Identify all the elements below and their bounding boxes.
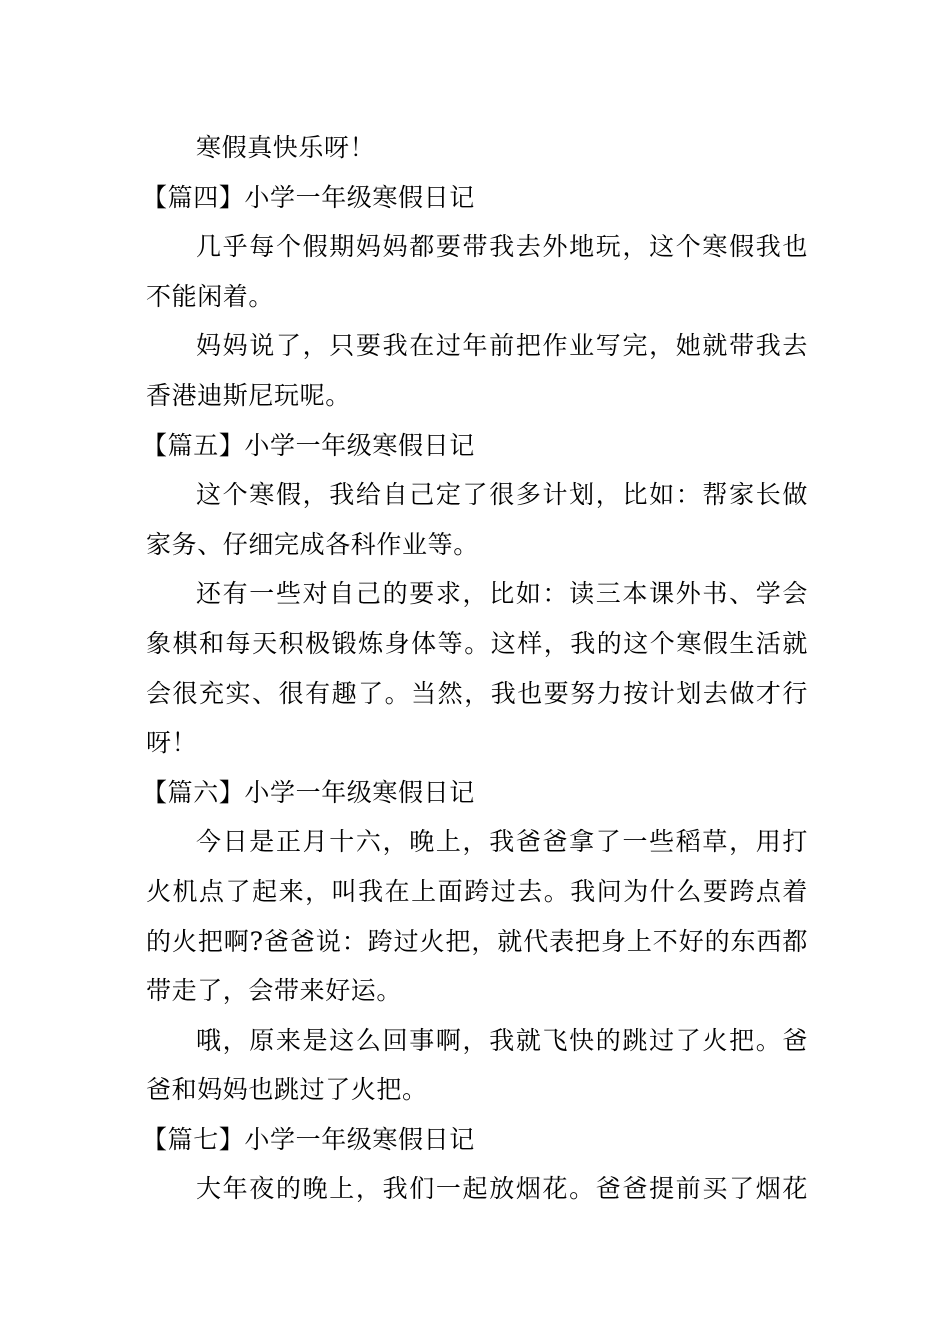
text-line: 家务、仔细完成各科作业等。 bbox=[146, 529, 479, 559]
text-line: 象棋和每天积极锻炼身体等。这样，我的这个寒假生活就 bbox=[146, 628, 808, 658]
text-line: 这个寒假，我给自己定了很多计划，比如：帮家长做 bbox=[196, 480, 808, 510]
text-line: 哦，原来是这么回事啊，我就飞快的跳过了火把。爸 bbox=[196, 1025, 808, 1055]
text-line: 大年夜的晚上，我们一起放烟花。爸爸提前买了烟花 bbox=[196, 1174, 808, 1204]
text-line: 今日是正月十六，晚上，我爸爸拿了一些稻草，用打 bbox=[196, 827, 808, 857]
section-heading: 【篇六】小学一年级寒假日记 bbox=[142, 777, 475, 807]
section-heading: 【篇七】小学一年级寒假日记 bbox=[142, 1124, 475, 1154]
text-line: 寒假真快乐呀！ bbox=[196, 133, 376, 162]
text-line: 爸和妈妈也跳过了火把。 bbox=[146, 1075, 428, 1105]
text-line: 带走了，会带来好运。 bbox=[146, 976, 403, 1006]
text-line: 不能闲着。 bbox=[146, 281, 275, 311]
text-line: 火机点了起来，叫我在上面跨过去。我问为什么要跨点着 bbox=[146, 876, 808, 906]
section-heading: 【篇五】小学一年级寒假日记 bbox=[142, 430, 475, 460]
text-line: 还有一些对自己的要求，比如：读三本课外书、学会 bbox=[196, 579, 808, 609]
text-line: 呀！ bbox=[146, 728, 198, 758]
text-line: 妈妈说了，只要我在过年前把作业写完，她就带我去 bbox=[196, 331, 808, 361]
text-line: 会很充实、很有趣了。当然，我也要努力按计划去做才行 bbox=[146, 678, 808, 708]
section-heading: 【篇四】小学一年级寒假日记 bbox=[142, 182, 475, 212]
document-page bbox=[142, 123, 808, 1214]
text-line: 香港迪斯尼玩呢。 bbox=[146, 380, 351, 410]
text-line: 的火把啊?爸爸说：跨过火把，就代表把身上不好的东西都 bbox=[146, 926, 808, 956]
text-line: 几乎每个假期妈妈都要带我去外地玩，这个寒假我也 bbox=[196, 232, 808, 262]
